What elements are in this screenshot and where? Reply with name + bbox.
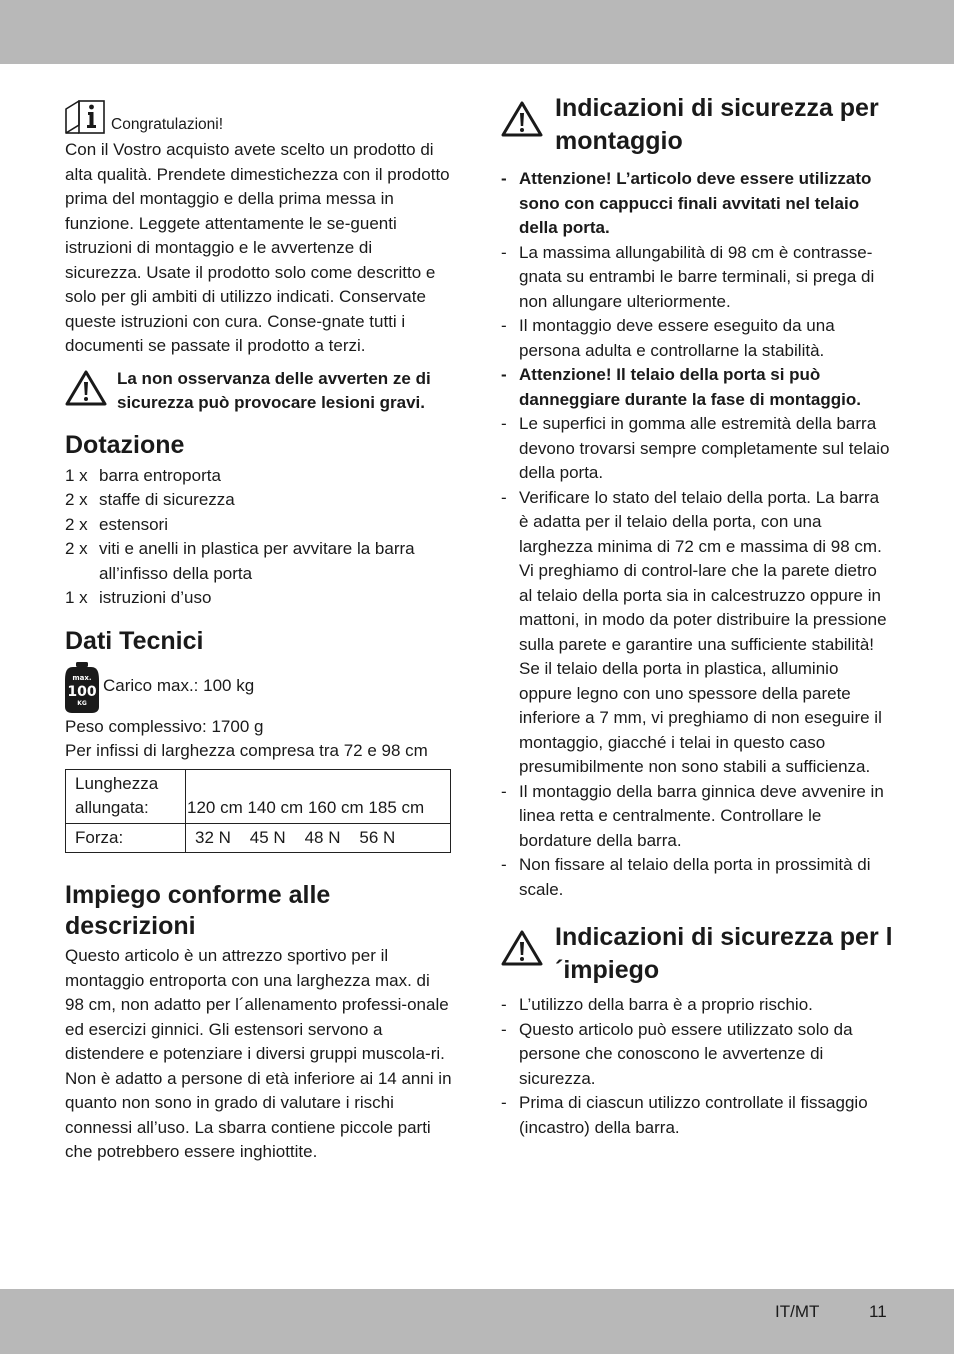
- list-item-text: Il montaggio deve essere eseguito da una persona adulta e controllarne la stabilità.: [519, 316, 835, 360]
- footer-language: IT/MT: [775, 1302, 820, 1321]
- list-item-text: L’utilizzo della barra è a proprio rischio.: [519, 995, 813, 1014]
- list-item: - Questo articolo può essere utilizzato solo da persone che conoscono le avvertenze di sicurezza.: [501, 1018, 893, 1092]
- list-item-text: Verificare lo stato del telaio della porta. La barra è adatta per il telaio della porta, con una larghezza minima di 72 cm e massima di 98 cm. Vi preghiamo di control-lare che la parete dietro al telaio della porta sia in calcestruzzo oppure in mattoni, in modo da poter distribuire la pressione sulla parete e garantire una sufficiente stabilità! Se il telaio della porta in plastica, alluminio oppure legno con uno spessore della parete inferiore a 7 mm, vi preghiamo di non eseguire il montaggio, giacché i telai in questo caso presumibilmente non sono stabili a sufficienza.: [519, 487, 887, 776]
- list-item: - Il montaggio deve essere eseguito da una persona adulta e controllarne la stabilità.: [501, 314, 893, 363]
- table-cell-label: Forza:: [66, 823, 186, 853]
- list-item: - Le superfici in gomma alle estremità della barra devono trovarsi sempre completamente sul telaio della porta.: [501, 412, 893, 486]
- info-book-icon: [65, 100, 105, 134]
- list-item: [65, 537, 453, 586]
- list-item-text: Il montaggio della barra ginnica deve avvenire in linea retta e centralmente. Controllare le bordature della barra.: [519, 781, 884, 850]
- list-item: - Il montaggio della barra ginnica deve avvenire in linea retta e centralmente. Controllare le bordature della barra.: [501, 780, 893, 854]
- infissi-text: Per infissi di larghezza compresa tra 72 e 98 cm: [65, 741, 428, 760]
- table-row: [66, 769, 451, 823]
- impiego-body: Questo articolo è un attrezzo sportivo per il montaggio entroporta con una larghezza max. di 98 cm, non adatto per l´allenamento professi-onale ed esercizi ginnici. Gli estensori servono a distendere e potenziare i diversi gruppi muscola-ri. Non è adatto a persone di età inferiore ai 14 anni in quanto non sono in grado di valutare i rischi connessi all’uso. La sbarra contiene piccole parti che potrebbero essere inghiottite.: [65, 946, 452, 1161]
- sicurezza-impiego-list: [501, 993, 893, 1140]
- dotazione-list: [65, 464, 453, 611]
- carico-row: [65, 659, 453, 715]
- intro-warning: [65, 367, 453, 416]
- warning-icon: [501, 100, 543, 138]
- impiego-title: Impiego conforme alle descrizioni: [65, 881, 331, 940]
- list-item-text: istruzioni d’uso: [99, 588, 212, 607]
- list-item-text: Attenzione! Il telaio della porta si può danneggiare durante la fase di montaggio.: [519, 365, 861, 409]
- sicurezza-montaggio-list: [501, 167, 893, 902]
- list-item-text: La massima allungabilità di 98 cm è contrasse-gnata su entrambi le barre terminali, si prega di non allungare ulteriormente.: [519, 242, 875, 311]
- intro-heading: [65, 100, 453, 134]
- peso-text: Peso complessivo: 1700 g: [65, 716, 264, 736]
- warning-icon: [65, 369, 107, 407]
- list-item-text: Prima di ciascun utilizzo controllate il fissaggio (incastro) della barra.: [519, 1093, 868, 1137]
- list-item: - Non fissare al telaio della porta in prossimità di scale.: [501, 853, 893, 902]
- list-item: [65, 464, 453, 489]
- sicurezza-impiego-title: Indicazioni di sicurezza per l´impiego: [555, 923, 893, 984]
- weight-icon-top-text: max.: [72, 673, 92, 682]
- list-item: - Verificare lo stato del telaio della porta. La barra è adatta per il telaio della porta, con una larghezza minima di 72 cm e massima di 98 cm. Vi preghiamo di control-lare che la parete dietro al telaio della porta sia in calcestruzzo oppure in mattoni, in modo da poter distribuire la pressione sulla parete e garantire una sufficiente stabilità! Se il telaio della porta in plastica, alluminio oppure legno con uno spessore della parete inferiore a 7 mm, vi preghiamo di non eseguire il montaggio, giacché i telai in questo caso presumibilmente non sono stabili a sufficienza.: [501, 486, 893, 780]
- forza-table: [65, 769, 451, 854]
- weight-icon-unit-text: KG: [77, 699, 87, 707]
- carico-text: Carico max.: 100 kg: [103, 676, 255, 696]
- list-item-text: viti e anelli in plastica per avvitare la barra all’infisso della porta: [99, 539, 415, 583]
- sicurezza-impiego-heading: [501, 921, 893, 987]
- list-item-qty: 1 x: [65, 588, 88, 607]
- list-item: [65, 586, 453, 611]
- header-bar: [0, 0, 954, 64]
- intro-warning-text: La non osservanza delle avverten ze di sicurezza può provocare lesioni gravi.: [117, 368, 431, 412]
- weight-icon-value-text: 100: [67, 683, 97, 700]
- list-item-qty: 2 x: [65, 539, 88, 558]
- list-item: - Prima di ciascun utilizzo controllate il fissaggio (incastro) della barra.: [501, 1091, 893, 1140]
- warning-icon: [501, 929, 543, 967]
- list-item-qty: 2 x: [65, 514, 88, 534]
- list-item-qty: 2 x: [65, 490, 88, 509]
- left-column: [65, 100, 453, 1165]
- dotazione-title: Dotazione: [65, 430, 185, 459]
- list-item: - La massima allungabilità di 98 cm è contrasse-gnata su entrambi le barre terminali, si prega di non allungare ulteriormente.: [501, 241, 893, 315]
- list-item-text: Le superfici in gomma alle estremità della barra devono trovarsi sempre completamente sul telaio della porta.: [519, 414, 890, 482]
- weight-100kg-icon: [65, 661, 99, 713]
- list-item-text: Questo articolo può essere utilizzato solo da persone che conoscono le avvertenze di sicurezza.: [519, 1019, 853, 1088]
- intro-body: Con il Vostro acquisto avete scelto un prodotto di alta qualità. Prendete dimestichezza con il prodotto prima del montaggio e della prima messa in funzione. Leggete attentamente le se-guenti istruzioni di montaggio e le avvertenze di sicurezza. Usate il prodotto solo come descritto e solo per gli ambiti di utilizzo indicati. Conservate queste istruzioni con cura. Conse-gnate tutti i documenti se passate il prodotto a terzi.: [65, 140, 450, 355]
- sicurezza-montaggio-heading: [501, 92, 893, 158]
- list-item-text: barra entroporta: [99, 465, 221, 485]
- list-item: - Attenzione! Il telaio della porta si può danneggiare durante la fase di montaggio.: [501, 363, 893, 412]
- list-item: - Attenzione! L’articolo deve essere utilizzato sono con cappucci finali avvitati nel telaio della porta.: [501, 167, 893, 241]
- table-cell-values: 120 cm 140 cm 160 cm 185 cm: [186, 769, 451, 823]
- page-number: 11: [869, 1302, 887, 1321]
- right-column: [501, 92, 893, 1140]
- table-cell-label: Lunghezza allungata:: [66, 769, 186, 823]
- list-item-text: staffe di sicurezza: [99, 490, 235, 509]
- list-item: [65, 488, 453, 513]
- list-item: - L’utilizzo della barra è a proprio rischio.: [501, 993, 893, 1018]
- list-item: [65, 513, 453, 538]
- list-item-text: Non fissare al telaio della porta in prossimità di scale.: [519, 855, 871, 899]
- table-cell-values: 32 N 45 N 48 N 56 N: [186, 823, 451, 853]
- table-row: [66, 823, 451, 853]
- sicurezza-montaggio-title: Indicazioni di sicurezza per montaggio: [555, 94, 879, 155]
- list-item-text: Attenzione! L’articolo deve essere utilizzato sono con cappucci finali avvitati nel telaio della porta.: [519, 169, 872, 237]
- list-item-text: estensori: [99, 514, 168, 534]
- intro-heading-text: Congratulazioni!: [111, 116, 224, 133]
- list-item-qty: 1 x: [65, 465, 88, 485]
- dati-tecnici-title: Dati Tecnici: [65, 626, 204, 655]
